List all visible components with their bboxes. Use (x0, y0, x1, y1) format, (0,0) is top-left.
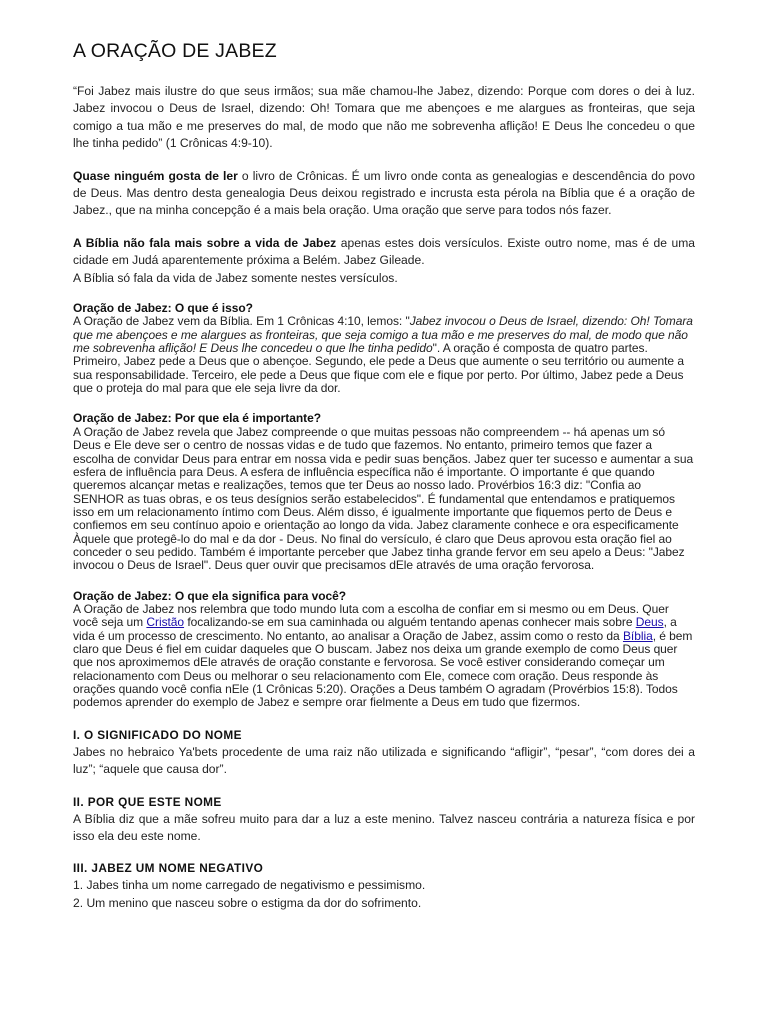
paragraph-biblia-text: apenas estes dois versículos. Existe outro nome, mas é de uma cidade em Judá aparentemente próxima a Belém. Jabez Gileade. (73, 235, 695, 268)
section-significado (73, 727, 695, 779)
section-significado-text: Jabes no hebraico Ya'bets procedente de uma raiz não utilizada e significando “afligir”, “pesar”, “com dores dei a luz”; “aquele que causa dor”. (73, 744, 695, 777)
section-nome-negativo (73, 860, 695, 912)
section-meaning-for-you (73, 590, 695, 710)
section-what-is-it-quote: Jabez invocou o Deus de Israel, dizendo: Oh! Tomara que me abençoes e me alargues as fronteiras, que seja comigo a tua mão e me preserves do mal, de modo que não me sobrevenha aflição! E Deus lhe concedeu o que lhe tinha pedido (73, 314, 693, 356)
paragraph-cronicas-lead: Quase ninguém gosta de ler (73, 168, 238, 183)
section-meaning-text1: A Oração de Jabez nos relembra que todo mundo luta com a escolha de confiar em si mesmo ou em Deus. Quer você seja um (73, 601, 669, 630)
list-item: 2. Um menino que nasceu sobre o estigma da dor do sofrimento. (73, 895, 422, 910)
section-meaning-text2: focalizando-se em sua caminhada ou alguém tentando apenas conhecer mais sobre (184, 615, 636, 630)
intro-quote: “Foi Jabez mais ilustre do que seus irmãos; sua mãe chamou-lhe Jabez, dizendo: Porque com dores o dei à luz. Jabez invocou o Deus de Israel, dizendo: Oh! Tomara que me abençoes e me alargues as fronteiras, que seja comigo a tua mão e me preserves do mal, de modo que não me sobrevenha aflição! E Deus lhe concedeu o que lhe tinha pedido” (1 Crônicas 4:9-10). (73, 84, 695, 151)
section-meaning-text4: , é bem claro que Deus é fiel em cuidar daqueles que O buscam. Jabez nos deixa um grande exemplo de como Deus quer que nos aproximemos dEle através de oração constante e fervorosa. Se você estiver considerando começar um relacionamento com Deus ou melhorar o seu relacionamento com Ele, comece com oração. Deus responde às orações quando você confia nEle (1 Crônicas 5:20). Orações a Deus também O agradam (Provérbios 15:8). Todos podemos aprender do exemplo de Jabez e sempre orar fielmente a Deus em tudo que fizermos. (73, 628, 693, 710)
section-what-is-it-text1: A Oração de Jabez vem da Bíblia. Em 1 Crônicas 4:10, lemos: " (73, 314, 410, 329)
section-why-important (73, 412, 695, 572)
paragraph-biblia (73, 235, 695, 287)
section-why-important-heading: Oração de Jabez: Por que ela é importante? (73, 411, 321, 426)
section-meaning-text3: , a vida é um processo de crescimento. No entanto, ao analisar a Oração de Jabez, assim como o resto da (73, 615, 677, 643)
document-page (73, 40, 695, 927)
section-meaning-for-you-heading: Oração de Jabez: O que ela significa para você? (73, 588, 347, 603)
paragraph-cronicas (73, 168, 695, 220)
list-item: 1. Jabes tinha um nome carregado de negativismo e pessimismo. (73, 878, 426, 893)
link-biblia[interactable]: Bíblia (622, 628, 653, 643)
section-por-que-nome-heading: II. POR QUE ESTE NOME (73, 794, 222, 809)
section-por-que-nome (73, 794, 695, 846)
section-nome-negativo-heading: III. JABEZ UM NOME NEGATIVO (73, 861, 264, 876)
link-deus[interactable]: Deus (635, 615, 664, 630)
link-cristao[interactable]: Cristão (146, 615, 185, 630)
section-significado-heading: I. O SIGNIFICADO DO NOME (73, 727, 242, 742)
section-por-que-nome-text: A Bíblia diz que a mãe sofreu muito para dar a luz a este menino. Talvez nasceu contrária a natureza física e por isso ela deu este nome. (73, 811, 695, 843)
paragraph-biblia-line2: A Bíblia só fala da vida de Jabez somente nestes versículos. (73, 270, 398, 285)
section-why-important-text: A Oração de Jabez revela que Jabez compreende o que muitas pessoas não compreendem -- há apenas um só Deus e Ele deve ser o centro de nossas vidas e de tudo que fazemos. No entanto, primeiro temos que fazer a escolha de convidar Deus para entrar em nossa vida e pedir suas bençãos. Jabez quer ter sucesso e aumentar a sua esfera de influência para Deus. A esfera de influência específica não é importante. O importante é que quando queremos alcançar metas e realizações, temos que ter Deus ao nosso lado. Provérbios 16:3 diz: "Confia ao SENHOR as tuas obras, e os teus desígnios serão estabelecidos". É fundamental que entendamos e pratiquemos isso em um relacionamento íntimo com Deus. Além disso, é igualmente importante que fiquemos perto de Deus e confiemos em seu contínuo apoio e orientação ao longo da vida. Jabez claramente conhece e ora especificamente Àquele que protegê-lo do mal e da dor - Deus. No final do versículo, é claro que Deus aprovou esta oração fiel ao conceder o seu pedido. Também é importante perceber que Jabez tinha grande fervor em seu apelo a Deus: "Jabez invocou o Deus de Israel". Deus quer ouvir que precisamos dEle através de uma oração fervorosa. (73, 424, 694, 573)
section-what-is-it-heading: Oração de Jabez: O que é isso? (73, 301, 253, 316)
section-what-is-it (73, 302, 695, 395)
paragraph-biblia-lead: A Bíblia não fala mais sobre a vida de Jabez (73, 235, 337, 250)
page-title: A ORAÇÃO DE JABEZ (73, 40, 277, 62)
paragraph-cronicas-text: o livro de Crônicas. É um livro onde conta as genealogias e descendência do povo de Deus. Mas dentro desta genealogia Deus deixou registrado e incrusta esta pérola na Bíblia que é a oração de Jabez., que na minha concepção é a mais bela oração. Uma oração que serve para todos nós fazer. (73, 168, 696, 218)
section-what-is-it-text2: ". A oração é composta de quatro partes. Primeiro, Jabez pede a Deus que o abençoe. Segundo, ele pede a Deus que aumente o seu território ou aumente a sua responsabilidade. Terceiro, ele pede a Deus que fique com ele e fique por perto. Por último, Jabez pede a Deus que o proteja do mal para que ele seja livre da dor. (73, 341, 684, 396)
